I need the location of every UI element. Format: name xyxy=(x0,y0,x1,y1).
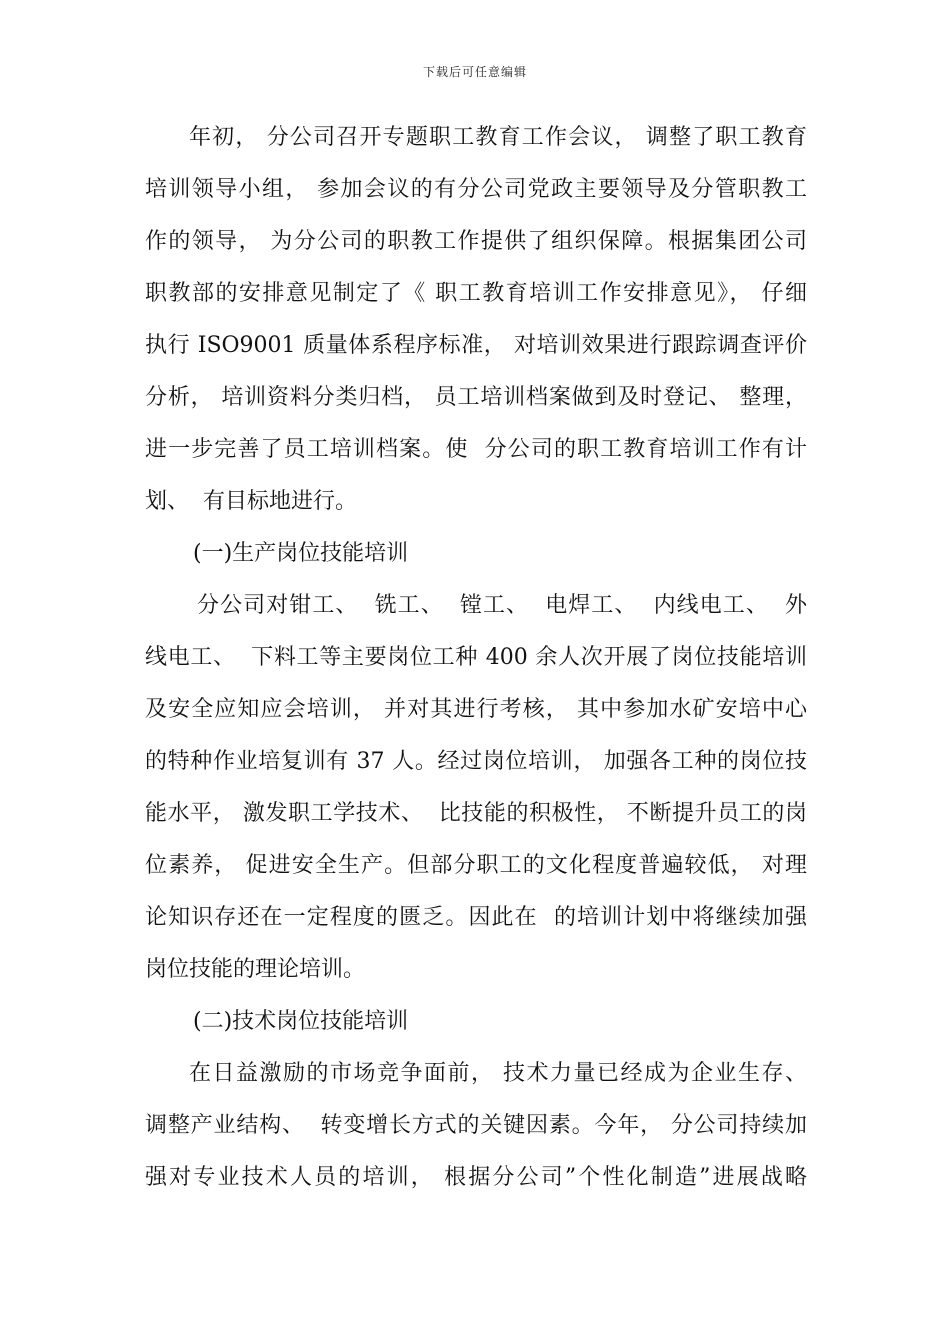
paragraph-line: 论知识存还在一定程度的匮乏。因此在 的培训计划中将继续加强 xyxy=(145,905,807,930)
paragraph-line: 位素养， 促进安全生产。但部分职工的文化程度普遍较低， 对理 xyxy=(145,853,807,878)
paragraph-line: 执行 ISO9001 质量体系程序标准， 对培训效果进行跟踪调查评价 xyxy=(145,333,807,358)
section-heading: (二)技术岗位技能培训 xyxy=(193,1009,409,1034)
paragraph-line: 调整产业结构、 转变增长方式的关键因素。今年， 分公司持续加 xyxy=(145,1113,807,1138)
paragraph-line: 作的领导， 为分公司的职教工作提供了组织保障。根据集团公司 xyxy=(145,229,807,254)
paragraph-line: 能水平， 激发职工学技术、 比技能的积极性， 不断提升员工的岗 xyxy=(145,801,807,826)
paragraph-line: 培训领导小组， 参加会议的有分公司党政主要领导及分管职教工 xyxy=(145,177,807,202)
paragraph-line: 在日益激励的市场竞争面前， 技术力量已经成为企业生存、 xyxy=(189,1061,807,1086)
paragraph-line: 职教部的安排意见制定了《 职工教育培训工作安排意见》， 仔细 xyxy=(145,281,807,306)
section-heading: (一)生产岗位技能培训 xyxy=(193,541,409,566)
page-header: 下载后可任意编辑 xyxy=(422,65,527,79)
paragraph-line: 年初， 分公司召开专题职工教育工作会议， 调整了职工教育 xyxy=(189,125,807,150)
paragraph-line: 及安全应知应会培训， 并对其进行考核， 其中参加水矿安培中心 xyxy=(145,697,807,722)
paragraph-line: 分公司对钳工、 铣工、 镗工、 电焊工、 内线电工、 外 xyxy=(189,593,807,618)
paragraph-line: 划、 有目标地进行。 xyxy=(145,489,357,514)
paragraph-line: 的特种作业培复训有 37 人。经过岗位培训， 加强各工种的岗位技 xyxy=(145,749,807,774)
paragraph-line: 线电工、 下料工等主要岗位工种 400 余人次开展了岗位技能培训 xyxy=(145,645,807,670)
paragraph-line: 分析， 培训资料分类归档， 员工培训档案做到及时登记、 整理， xyxy=(145,385,807,410)
paragraph-line: 岗位技能的理论培训。 xyxy=(145,957,366,982)
paragraph-line: 进一步完善了员工培训档案。使 分公司的职工教育培训工作有计 xyxy=(145,437,807,462)
document-body xyxy=(145,112,807,1204)
paragraph-line: 强对专业技术人员的培训， 根据分公司”个性化制造”进展战略 xyxy=(145,1165,807,1190)
